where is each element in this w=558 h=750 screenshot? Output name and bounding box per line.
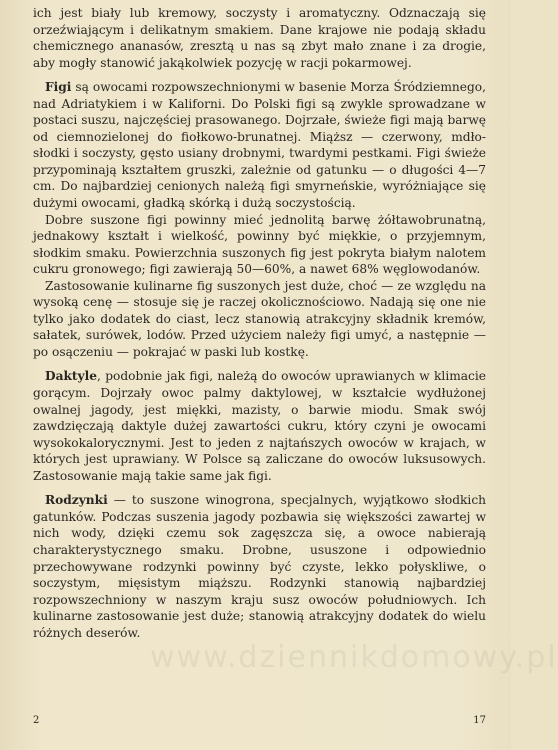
paragraph-text: ich jest biały lub kremowy, soczysty i aromatyczny. Odznaczają się orzeźwiającym i delikatnym smakiem. Dane krajowe nie podają składu chemicznego ananasów, zresztą u nas są zbyt mało znane i za drogie, aby mogły stanowić jakąkolwiek pozycję w racji pokarmowej. (33, 6, 486, 70)
paragraph-figi-dried (33, 212, 486, 278)
term-daktyle: Daktyle (45, 369, 98, 384)
paragraph-rodzynki (33, 492, 486, 641)
page-footer (33, 715, 486, 726)
term-rodzynki: Rodzynki (45, 493, 108, 508)
paragraph-text: są owocami rozpowszechnionymi w basenie Morza Śródziemnego, nad Adriatykiem i w Kaliforni. Do Polski figi są zwykle sprowadzane w postaci suszu, najczęściej prasowanego. Dojrzałe, świeże figi mają barwę od ciemnozielonej do fiołkowo-brunatnej. Miąższ — czerwony, mdło-słodki i soczysty, gęsto usiany drobnymi, twardymi pestkami. Figi świeże przypominają kształtem gruszki, zależnie od gatunku — o długości 4—7 cm. Do najbardziej cenionych należą figi smyrneńskie, wyróżniające się dużymi owocami, gładką skórką i dużą soczystością. (33, 80, 486, 211)
paragraph-text: , podobnie jak figi, należą do owoców uprawianych w klimacie gorącym. Dojrzały owoc palmy daktylowej, w kształcie wydłużonej owalnej jagody, jest miękki, mazisty, o barwie miodu. Smak swój zawdzięczają daktyle dużej zawartości cukru, który czyni je owocami wysokokalorycznymi. Jest to jeden z najtańszych owoców w krajach, w których jest uprawiany. W Polsce są zaliczane do owoców luksusowych. Zastosowanie mają takie same jak figi. (33, 369, 486, 483)
paragraph-text: Zastosowanie kulinarne fig suszonych jest duże, choć — ze względu na wysoką cenę — stosuje się je raczej okolicznościowo. Nadają się one nie tylko jako dodatek do ciast, lecz stanowią atrakcyjny składnik kremów, sałatek, surówek, lodów. Przed użyciem należy figi umyć, a następnie — po osączeniu — pokrajać w paski lub kostkę. (33, 278, 486, 359)
paragraph-figi-usage (33, 278, 486, 361)
paragraph-ananas-continued (33, 5, 486, 71)
paragraph-text: — to suszone winogrona, specjalnych, wyjątkowo słodkich gatunków. Podczas suszenia jagody pozbawia się większości zawartej w nich wody, dzięki czemu sok zagęszcza się, a owoce nabierają charakterystycznego smaku. Drobne, ususzone i odpowiednio przechowywane rodzynki powinny być czyste, lekko połyskliwe, o soczystym, mięsistym miąższu. Rodzynki stanowią najbardziej rozpowszechniony w naszym kraju susz owoców południowych. Ich kulinarne zastosowanie jest duże; stanowią atrakcyjny dodatek do wielu różnych deserów. (33, 493, 486, 640)
term-figi: Figi (45, 80, 72, 95)
watermark: www.dziennikdomowy.pl (150, 640, 558, 675)
footer-left-number: 2 (33, 715, 40, 726)
page-body (33, 5, 486, 641)
page-number: 17 (473, 715, 486, 726)
paragraph-text: Dobre suszone figi powinny mieć jednolitą barwę żółtawobrunatną, jednakowy kształt i wielkość, powinny być miękkie, o przyjemnym, słodkim smaku. Powierzchnia suszonych fig jest pokryta białym nalotem cukru gronowego; figi zawierają 50—60%, a nawet 68% węglowodanów. (33, 212, 486, 277)
paragraph-figi (33, 79, 486, 211)
paragraph-daktyle (33, 368, 486, 484)
